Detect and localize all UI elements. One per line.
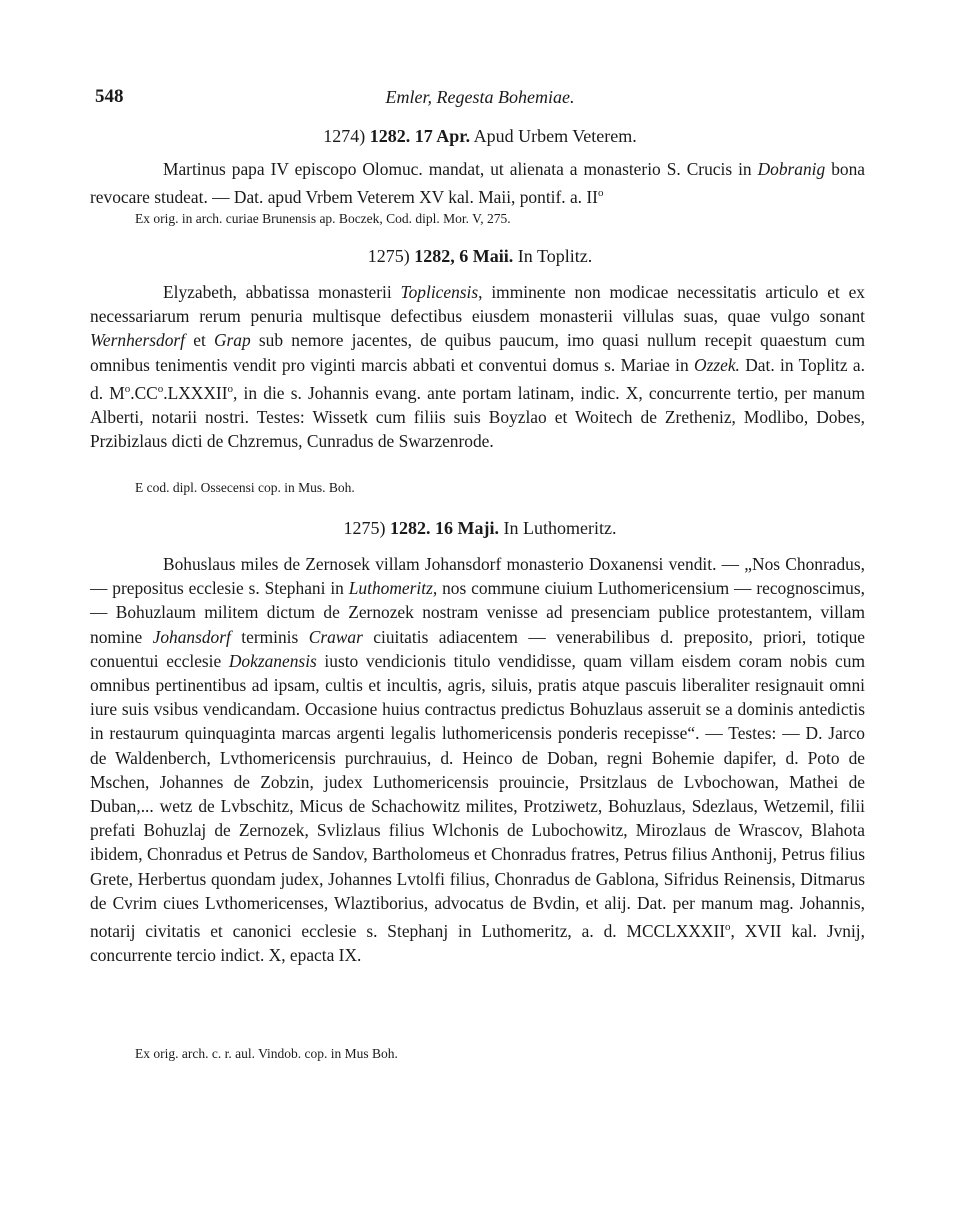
source-note: Ex orig. in arch. curiae Brunensis ap. Boczek, Cod. dipl. Mor. V, 275. — [135, 211, 511, 226]
body-text: Dat. in Toplitz a. d. M — [90, 354, 865, 403]
superscript: o — [725, 921, 731, 934]
entry-date: 1282. 16 Maji. — [390, 518, 499, 538]
body-text: .LXXXII — [163, 382, 228, 403]
body-text: sub nemore jacentes, de quibus paucum, imo quasi nullum recepit quaestum cum omnibus tenimentis vendit pro viginti marcis abbati et conventui domus s. Mariae in — [90, 330, 865, 375]
entry-place: In Toplitz. — [517, 246, 593, 266]
entry-heading — [0, 126, 960, 147]
body-text: .CC — [130, 382, 158, 403]
entry-number: 1275) — [367, 246, 410, 266]
body-italic: Ozzek. — [694, 354, 740, 375]
entry-heading — [0, 246, 960, 267]
body-text: Elyzabeth, abbatissa monasterii — [163, 282, 401, 302]
body-italic: Crawar — [308, 626, 363, 647]
body-italic: Wernhersdorf — [90, 330, 186, 351]
body-italic: Grap — [213, 330, 251, 351]
body-text: , imminente non modicae necessitatis articulo et ex necessariarum rerum penuria multisque defectibus eiusdem monasterii villulas suas, quae vulgo sonant — [90, 282, 865, 327]
body-italic: Dokzanensis — [228, 650, 317, 671]
entry-body — [90, 157, 865, 209]
entry-date: 1282, 6 Maii. — [414, 246, 514, 266]
body-text: , in die s. Johannis evang. ante portam latinam, indic. X, concurrente tertio, per manum Alberti, notarii nostri. Testes: Wissetk cum filiis suis Boyzlao et Woitech de Zretheniz, Modlibo, Dobes, Przibizlaus dicti de Chzremus, Cunradus de Swarzenrode. — [90, 382, 865, 452]
entry-body — [90, 552, 865, 967]
body-text: Bohuslaus miles de Zernosek villam Johansdorf monasterio Doxanensi vendit. — „Nos Chonradus, — prepositus ecclesie s. Stephani in — [90, 554, 865, 599]
entry-place: In Luthomeritz. — [503, 518, 617, 538]
body-text: nos commune ciuium Luthomericensium — recognoscimus, — Bohuzlaum militem dictum de Zernozek nostram venisse ad presenciam publice protestantem, villam nomine — [90, 578, 865, 647]
body-text: iusto vendicionis titulo vendidisse, quam villam eisdem coram nobis cum omnibus pertinentibus ad ipsam, cultis et incultis, agris, siluis, pratis atque pascuis liberaliter resignauit omni iure suis vsibus vendicandam. Occasione huius contractus predictus Bohuzlaus asseruit se a dominis antedictis in restaurum quinquaginta marcas argenti legalis luthomericensis ponderis recepisse“. — Testes: — D. Jarco de Waldenberch, Lvthomericensis purchrauius, d. Heinco de Doban, regni Bohemie dapifer, d. Poto de Mschen, Johannes de Zobzin, judex Luthomericensis prouincie, Prsitzlaus de Lvbochowan, Mathei de Duban,... wetz de Lvbschitz, Micus de Schachowitz milites, Protziwetz, Bohuzlaus, Sdezlaus, Wetzemil, filii prefati Bohuzlaj de Zernozek, Svlizlaus filius Wlchonis de Lubochowitz, Mirozlaus de Wrascov, Blahota ibidem, Chonradus et Petrus de Sandov, Bartholomeus et Chonradus fratres, Petrus filius Anthonij, Petrus filius Grete, Herbertus quondam judex, Johannes Lvtolfi filius, Chonradus de Gablona, Sifridus Reinensis, Ditmarus de Cvrim ciues Lvthomericenses, Wlaztiborius, advocatus de Bvdin, et alij. Dat. per manum mag. Johannis, notarij civitatis et canonici ecclesie s. Stephanj in Luthomeritz, a. d. MCCLXXXII — [90, 650, 865, 941]
source-note: Ex orig. arch. c. r. aul. Vindob. cop. in Mus Boh. — [135, 1046, 398, 1061]
superscript: o — [227, 382, 233, 395]
entry-date: 1282. 17 Apr. — [369, 126, 471, 146]
entry-heading — [0, 518, 960, 539]
body-text: Martinus papa IV episcopo Olomuc. mandat, ut alienata a monasterio S. Crucis in — [163, 159, 758, 179]
body-text: , XVII kal. Jvnij, concurrente tercio indict. X, epacta IX. — [90, 920, 865, 966]
entry-number: 1274) — [323, 126, 366, 146]
superscript: o — [157, 382, 164, 395]
body-italic: Luthomeritz, — [348, 578, 438, 599]
body-italic: Dobranig — [757, 159, 826, 179]
entry-number: 1275) — [343, 518, 386, 538]
page-number: 548 — [95, 86, 124, 107]
body-italic: Johansdorf — [152, 626, 231, 647]
superscript: o — [597, 187, 604, 200]
body-text: ciuitatis adiacentem — venerabilibus d. preposito, priori, totique conuentui ecclesie — [90, 626, 865, 671]
body-text: terminis — [230, 626, 309, 647]
body-italic: Toplicensis — [400, 282, 479, 302]
body-text: bona revocare studeat. — Dat. apud Vrbem Veterem XV kal. Maii, pontif. a. II — [90, 159, 865, 207]
source-note: E cod. dipl. Ossecensi cop. in Mus. Boh. — [135, 480, 355, 495]
entry-place: Apud Urbem Veterem. — [473, 126, 637, 146]
entry-body — [90, 280, 865, 453]
running-title: Emler, Regesta Bohemiae. — [385, 87, 575, 107]
body-text: et — [185, 330, 214, 351]
superscript: o — [124, 382, 131, 395]
